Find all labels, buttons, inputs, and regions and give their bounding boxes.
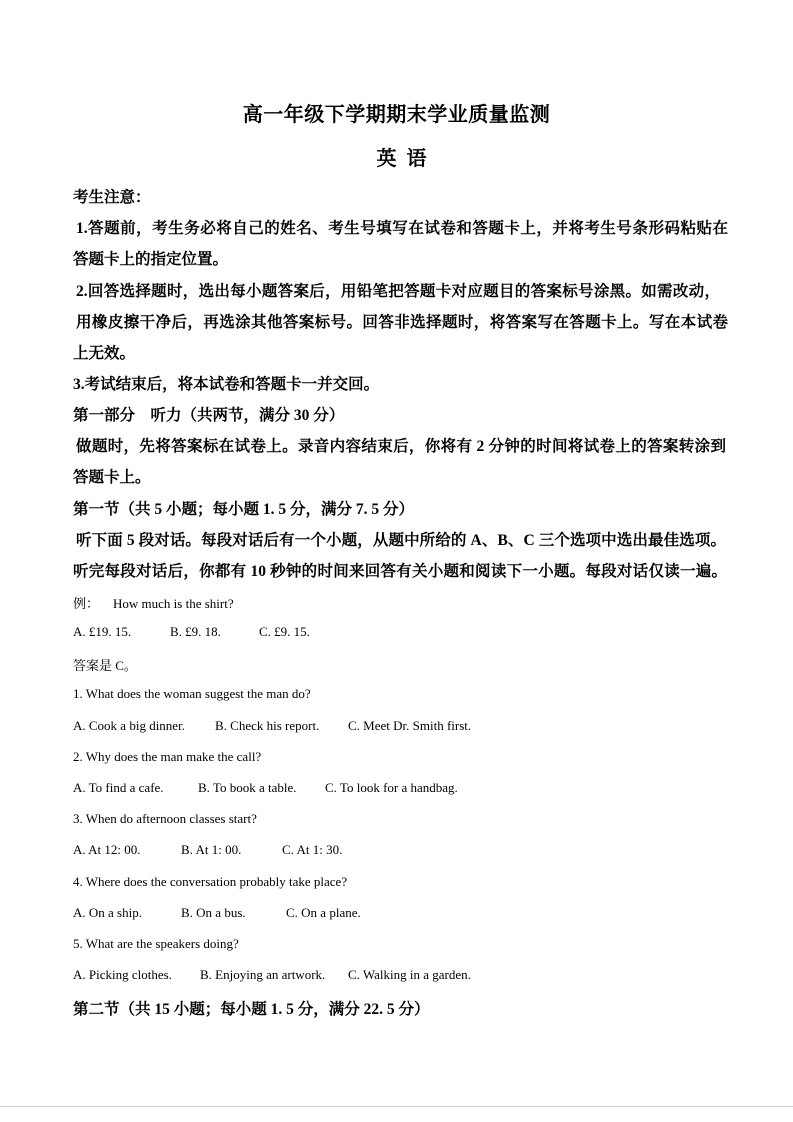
question-2-option-b: B. To book a table. <box>198 780 297 795</box>
example-question <box>73 593 234 612</box>
question-1-options <box>73 718 471 734</box>
question-1-option-c: C. Meet Dr. Smith first. <box>348 718 472 733</box>
question-2-option-c: C. To look for a handbag. <box>325 780 458 795</box>
section-1-instruction-line-1: 听下面 5 段对话。每段对话后有一个小题，从题中所给的 A、B、C 三个选项中选出最佳选项。 <box>76 532 726 549</box>
question-5-stem: 5. What are the speakers doing? <box>73 936 239 951</box>
example-option-a: A. £19. 15. <box>73 624 132 639</box>
question-4-stem: 4. Where does the conversation probably take place? <box>73 874 348 889</box>
notice-heading: 考生注意： <box>73 189 151 206</box>
footer-divider <box>0 1106 793 1107</box>
question-3-option-b: B. At 1: 00. <box>181 842 242 857</box>
section-2-heading: 第二节（共 15 小题；每小题 1. 5 分，满分 22. 5 分） <box>73 1001 430 1018</box>
part-1-heading: 第一部分 听力（共两节，满分 30 分） <box>73 407 345 424</box>
question-5-option-a: A. Picking clothes. <box>73 967 172 982</box>
example-answer: 答案是 C。 <box>73 658 137 673</box>
part-1-instruction-line-2: 答题卡上。 <box>73 469 151 486</box>
exam-title: 高一年级下学期期末学业质量监测 <box>242 104 551 126</box>
question-4-option-b: B. On a bus. <box>181 905 246 920</box>
example-label: 例： <box>73 596 100 611</box>
question-3-stem: 3. When do afternoon classes start? <box>73 811 257 826</box>
notice-item-1-line-2: 答题卡上的指定位置。 <box>73 251 229 268</box>
question-4-options <box>73 905 361 921</box>
question-1-option-b: B. Check his report. <box>215 718 320 733</box>
question-4-option-a: A. On a ship. <box>73 905 142 920</box>
question-3-options <box>73 842 342 858</box>
notice-item-2-line-3: 上无效。 <box>73 345 136 362</box>
question-1-option-a: A. Cook a big dinner. <box>73 718 185 733</box>
notice-item-2-line-1: 2.回答选择题时，选出每小题答案后，用铅笔把答题卡对应题目的答案标号涂黑。如需改动， <box>76 283 720 300</box>
example-option-c: C. £9. 15. <box>259 624 310 639</box>
question-2-option-a: A. To find a cafe. <box>73 780 164 795</box>
example-options <box>73 624 310 640</box>
part-1-instruction-line-1: 做题时，先将答案标在试卷上。录音内容结束后，你将有 2 分钟的时间将试卷上的答案转涂到 <box>76 438 726 455</box>
notice-item-1-line-1: 1.答题前，考生务必将自己的姓名、考生号填写在试卷和答题卡上，并将考生号条形码粘贴在 <box>76 220 728 237</box>
notice-item-3: 3.考试结束后，将本试卷和答题卡一并交回。 <box>73 376 380 393</box>
question-5-options <box>73 967 471 983</box>
question-4-option-c: C. On a plane. <box>286 905 361 920</box>
question-5-option-b: B. Enjoying an artwork. <box>200 967 326 982</box>
subject-title: 英语 <box>376 148 437 170</box>
section-1-instruction-line-2: 听完每段对话后，你都有 10 秒钟的时间来回答有关小题和阅读下一小题。每段对话仅读一遍。 <box>73 563 727 580</box>
notice-item-2-line-2: 用橡皮擦干净后，再选涂其他答案标号。回答非选择题时，将答案写在答题卡上。写在本试卷 <box>76 314 728 331</box>
question-3-option-c: C. At 1: 30. <box>282 842 343 857</box>
section-1-heading: 第一节（共 5 小题；每小题 1. 5 分，满分 7. 5 分） <box>73 501 415 518</box>
question-3-option-a: A. At 12: 00. <box>73 842 141 857</box>
question-1-stem: 1. What does the woman suggest the man do? <box>73 686 311 701</box>
example-question-text: How much is the shirt? <box>113 596 234 611</box>
question-5-option-c: C. Walking in a garden. <box>348 967 471 982</box>
question-2-stem: 2. Why does the man make the call? <box>73 749 262 764</box>
example-option-b: B. £9. 18. <box>170 624 221 639</box>
question-2-options <box>73 780 458 796</box>
